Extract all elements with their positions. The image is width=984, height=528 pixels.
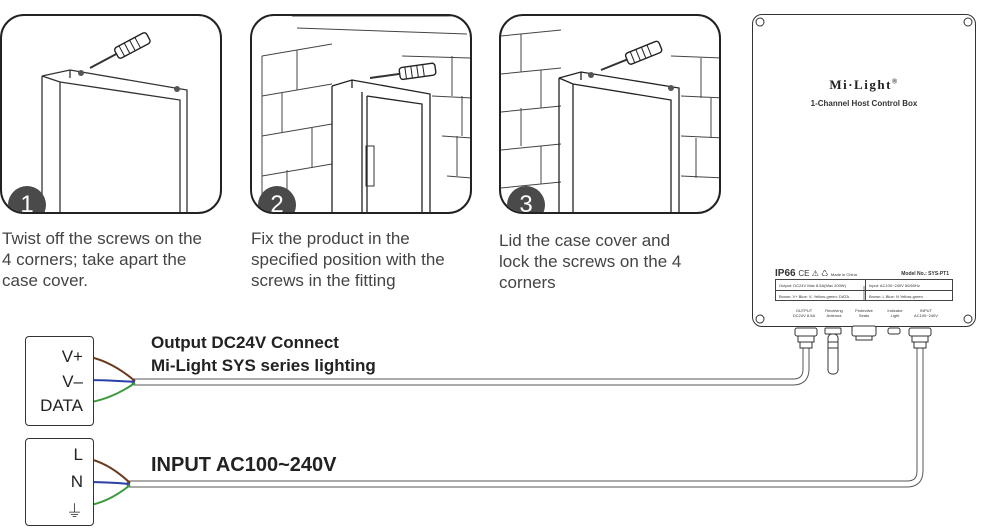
step-3-illustration bbox=[501, 16, 721, 214]
step-2-badge: 2 bbox=[258, 186, 296, 214]
port-seats-label: Protective Seats bbox=[855, 308, 873, 318]
step-2-caption: Fix the product in the specified position with the screws in the fitting bbox=[251, 229, 445, 290]
terminal-data: DATA bbox=[40, 396, 83, 415]
spec-table bbox=[775, 279, 953, 301]
output-heading-line2: Mi-Light SYS series lighting bbox=[151, 356, 376, 375]
step-2-illustration bbox=[252, 16, 472, 214]
step-1-caption: Twist off the screws on the 4 corners; take apart the case cover. bbox=[2, 229, 202, 290]
output-terminal-block bbox=[25, 336, 94, 426]
port-input-label: INPUT AC100~240V bbox=[914, 308, 938, 318]
terminal-l: L bbox=[73, 445, 83, 464]
step-1-illustration bbox=[2, 16, 222, 214]
output-gland bbox=[795, 328, 817, 348]
output-heading-line1: Output DC24V Connect bbox=[151, 333, 339, 352]
step-1-badge: 1 bbox=[8, 186, 46, 214]
control-box bbox=[752, 14, 976, 327]
step-3-badge: 3 bbox=[507, 186, 545, 214]
input-terminal-block bbox=[25, 438, 94, 526]
brand-logo: Mi·Light® bbox=[829, 77, 899, 92]
indicator-light bbox=[888, 328, 900, 334]
protective-seats bbox=[852, 326, 876, 340]
model-number: Model No.: SYS-PT1 bbox=[901, 271, 949, 277]
spec-input-wires: Brown: L Blue: N Yellow-green bbox=[869, 294, 923, 299]
box-subtitle: 1-Channel Host Control Box bbox=[810, 99, 918, 108]
spec-input: Input: AC100~240V 50/60Hz bbox=[869, 283, 920, 288]
terminal-v-plus: V+ bbox=[61, 347, 83, 366]
step-1-panel bbox=[0, 14, 222, 214]
step-3-panel bbox=[499, 14, 721, 214]
antenna bbox=[825, 328, 841, 374]
step-3-caption: Lid the case cover and lock the screws on the 4 corners bbox=[499, 231, 682, 292]
port-output-label: OUTPUT DC24V 8.5A bbox=[792, 308, 816, 318]
spec-output: Output: DC24V Max 8.5A(Max 200W) bbox=[779, 283, 846, 288]
ip-rating: IP66 CE ⚠ ♺ Made in China bbox=[775, 268, 857, 279]
input-heading: INPUT AC100~240V bbox=[151, 454, 337, 476]
step-2-panel bbox=[250, 14, 472, 214]
ground-icon: ⏚ bbox=[66, 502, 83, 521]
input-gland bbox=[909, 328, 931, 348]
terminal-n: N bbox=[70, 472, 83, 491]
port-antenna-label: Receiving Antenna bbox=[825, 308, 843, 318]
terminal-v-minus: V– bbox=[62, 372, 83, 391]
port-indicator-label: Indicator Light bbox=[887, 308, 903, 318]
spec-output-wires: Brown: V+ Blue: V- Yellow-green: DATA bbox=[779, 294, 849, 299]
